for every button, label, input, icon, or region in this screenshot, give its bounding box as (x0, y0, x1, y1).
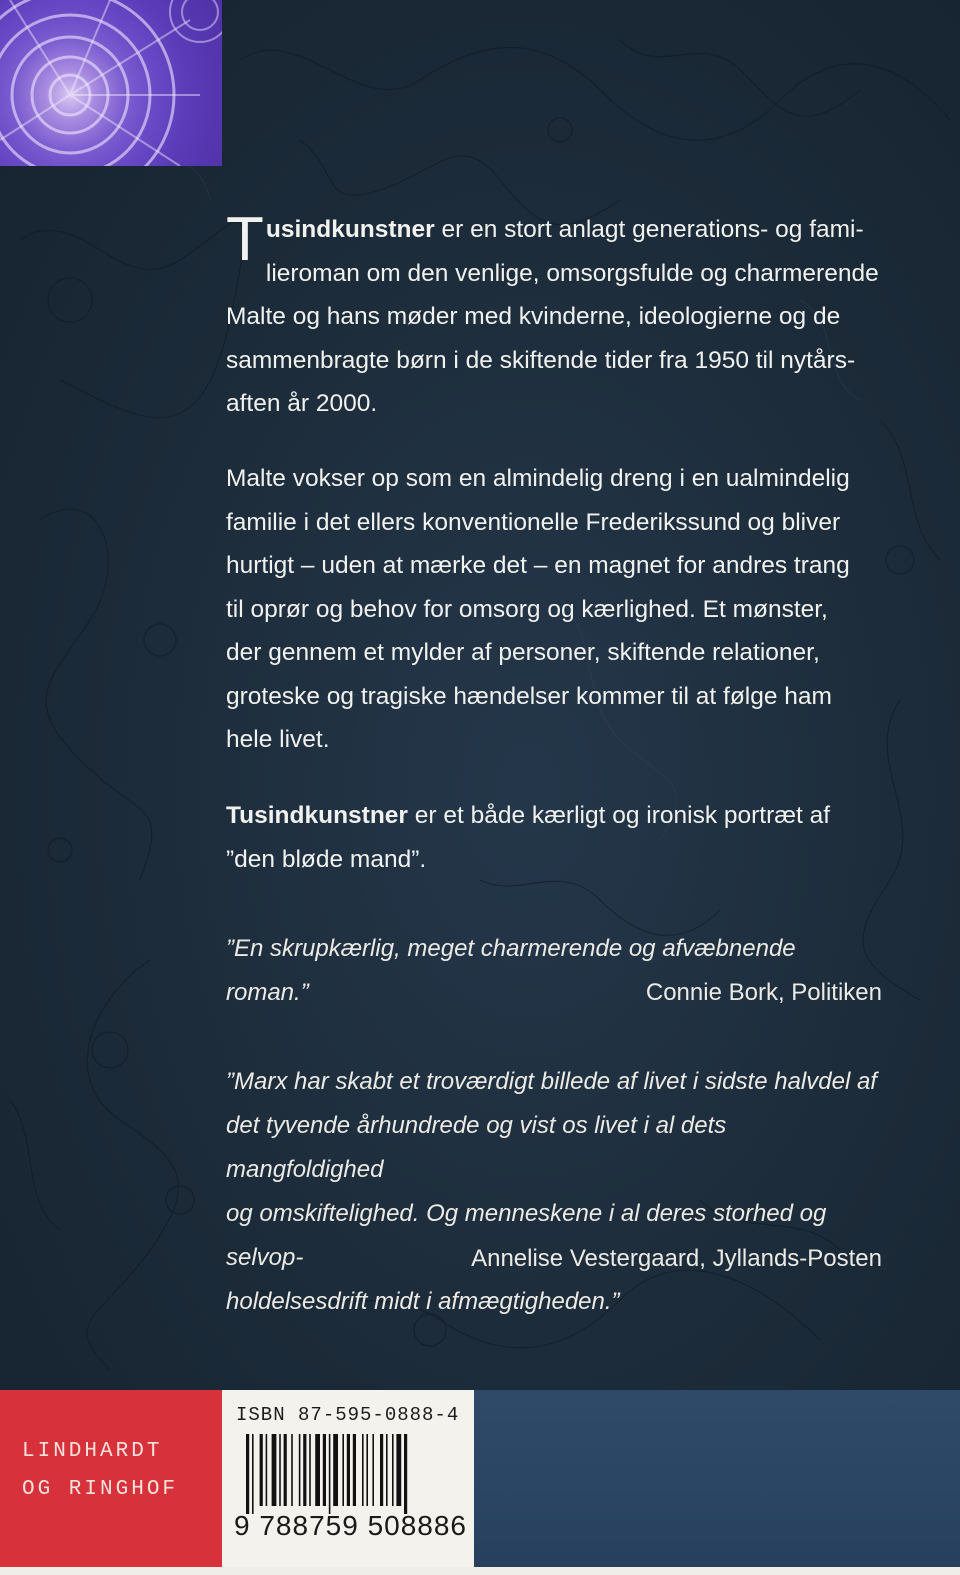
barcode-bar (353, 1434, 356, 1506)
barcode-bar (309, 1434, 311, 1506)
quote2-line: ”Marx har skabt et troværdigt billede af livet i sidste halvdel af (226, 1068, 877, 1095)
barcode-bar (333, 1434, 338, 1506)
barcode-bar (380, 1434, 383, 1506)
review-quote-2 (226, 1060, 882, 1324)
barcode-bar (272, 1434, 277, 1506)
barcode-bar (252, 1434, 254, 1514)
barcode-bar (246, 1434, 249, 1514)
publisher-name-line-1: LINDHARDT (22, 1440, 163, 1463)
paragraph2-line: til oprør og behov for omsorg og kærlighed. Et mønster, (226, 595, 828, 623)
barcode-bar (329, 1434, 331, 1514)
barcode-bar (323, 1434, 326, 1506)
publisher-name-line-2: OG RINGHOF (22, 1478, 179, 1501)
barcode-bar (266, 1434, 268, 1506)
barcode-bar (366, 1434, 368, 1506)
paragraph3-line2: ”den bløde mand”. (226, 845, 427, 873)
barcode-bar (315, 1434, 320, 1506)
barcode-bar (342, 1434, 344, 1506)
review-attribution-1: Connie Bork, Politiken (645, 979, 882, 1006)
paragraph2-line: familie i det ellers konventionelle Frederikssund og bliver (226, 508, 841, 536)
barcode-bars (246, 1434, 462, 1514)
drop-cap: T (226, 205, 264, 274)
paragraph2-line: groteske og tragiske hændelser kommer til at følge ham (226, 682, 832, 710)
paragraph2-line: der gennem et mylder af personer, skiftende relationer, (226, 639, 820, 666)
bottom-edge (0, 1567, 960, 1575)
barcode-bar (372, 1434, 374, 1506)
barcode-bar (392, 1434, 394, 1506)
paragraph2-line: hurtigt – uden at mærke det – en magnet for andres trang (226, 552, 850, 579)
barcode-bar (284, 1434, 287, 1506)
barcode-bar (260, 1434, 263, 1506)
barcode-bar (396, 1434, 401, 1506)
quote2-line: holdelsesdrift midt i afmægtigheden.” (226, 1288, 620, 1315)
paragraph2-line: Malte vokser op som en almindelig dreng i en ualmindelig (226, 465, 850, 492)
isbn-number: ISBN 87-595-0888-4 (236, 1404, 460, 1426)
review-quote-1: ”En skrupkærlig, meget charmerende og afvæbnende roman.” (226, 935, 796, 1006)
cover-art-thumbnail (0, 0, 222, 166)
barcode-bar (303, 1434, 306, 1506)
description-paragraph-1 (226, 205, 886, 426)
barcode-bar (386, 1434, 388, 1506)
description-paragraph-2 (226, 457, 886, 762)
mandala-art (0, 0, 222, 166)
paragraph1-line: sammenbragte børn i de skiftende tider fra 1950 til nytårs- (226, 346, 856, 374)
ean-number: 9 788759 508886 (234, 1510, 467, 1541)
paragraph1-line1: er en stort anlagt generations- og fami- (434, 216, 864, 243)
barcode-bar (362, 1434, 364, 1506)
paragraph3-line1: er et både kærligt og ironisk portræt af (407, 802, 831, 829)
barcode-bar (299, 1434, 301, 1506)
paragraph1-line: lieroman om den venlige, omsorgsfulde og charmerende (265, 259, 879, 287)
barcode-bar (404, 1434, 407, 1514)
blue-color-strip (474, 1390, 960, 1575)
barcode-bar (347, 1434, 350, 1506)
review-attribution-2: Annelise Vestergaard, Jyllands-Posten (471, 1245, 882, 1272)
quote2-line: og omskiftelighed. Og menneskene i al deres storhed og selvop- (226, 1200, 827, 1271)
book-title-inline: usindkunstner (265, 216, 435, 243)
description-paragraph-3 (226, 794, 886, 881)
book-title-inline: Tusindkunstner (226, 802, 408, 829)
quote2-line: det tyvende århundrede og vist os livet i al dets mangfoldighed (226, 1112, 727, 1183)
barcode-bar (279, 1434, 281, 1506)
paragraph1-line: Malte og hans møder med kvinderne, ideologierne og de (226, 303, 841, 330)
paragraph2-line: hele livet. (226, 726, 330, 753)
paragraph1-line: aften år 2000. (226, 390, 378, 417)
barcode-bar (291, 1434, 293, 1506)
